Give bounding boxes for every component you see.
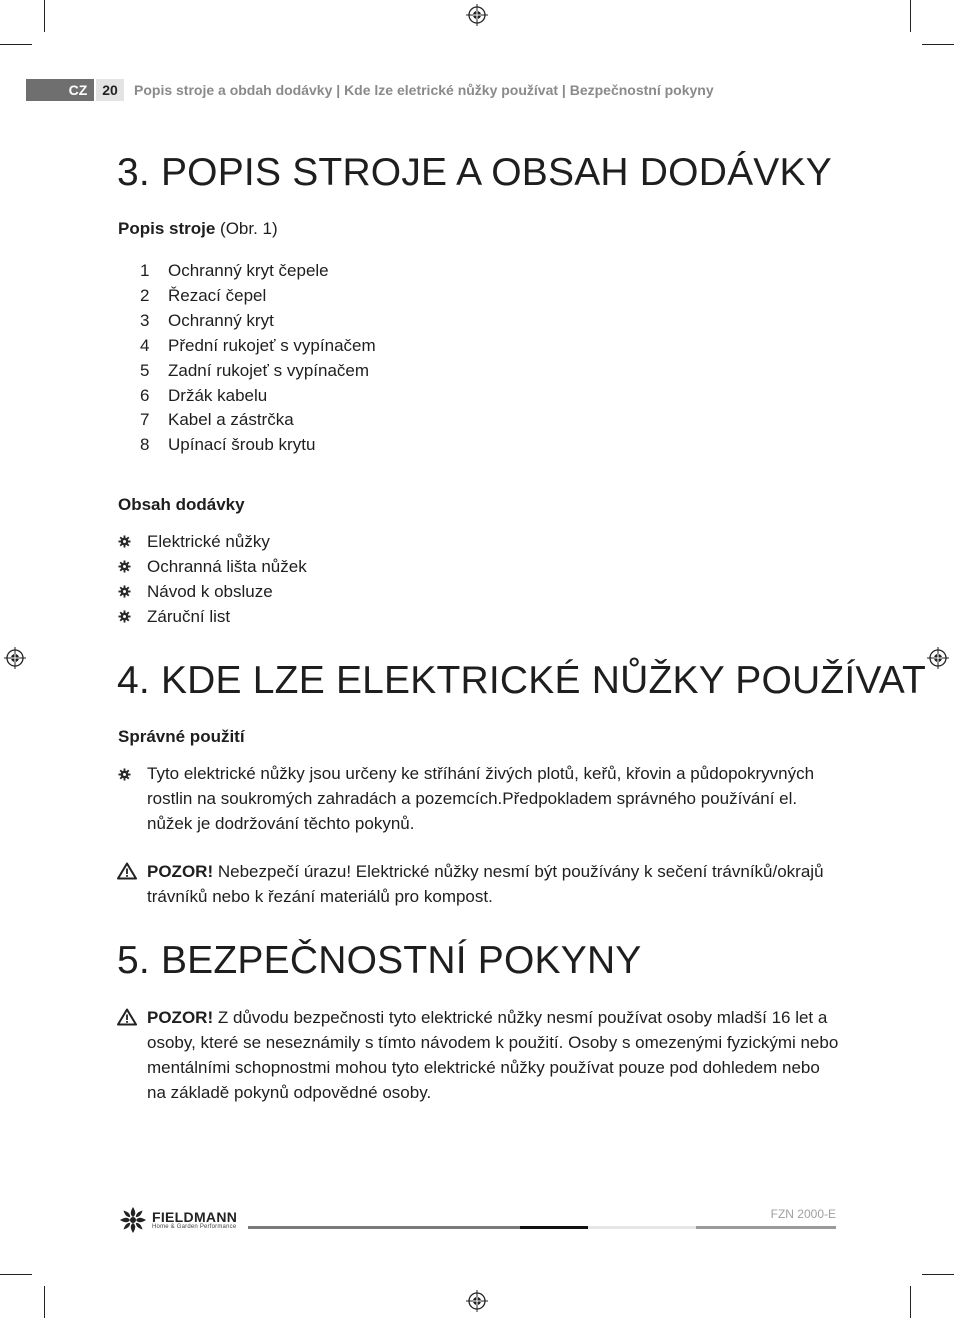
footer-bar-segment (696, 1226, 836, 1229)
list-item (140, 334, 376, 359)
list-item (140, 433, 376, 458)
registration-mark-icon (4, 647, 26, 669)
list-item (140, 408, 376, 433)
contents-list (118, 529, 307, 629)
registration-mark-icon (927, 647, 949, 669)
warning-label: POZOR! (147, 862, 214, 881)
footer-bar-segment (588, 1226, 696, 1229)
crop-mark (910, 0, 911, 32)
warning-label: POZOR! (147, 1008, 214, 1027)
crop-mark (44, 1286, 45, 1318)
contents-item-text: Ochranná lišta nůžek (147, 557, 307, 576)
section-5-heading: 5. BEZPEČNOSTNÍ POKYNY (117, 939, 642, 982)
section-4-heading: 4. KDE LZE ELEKTRICKÉ NŮŽKY POUŽÍVAT (117, 659, 927, 702)
crop-mark (44, 0, 45, 32)
machine-label: Popis stroje (118, 219, 216, 238)
crop-mark (922, 44, 954, 45)
gear-bullet-icon (118, 610, 131, 623)
model-number: FZN 2000-E (770, 1207, 836, 1221)
list-item (140, 359, 376, 384)
part-number: 3 (140, 310, 150, 330)
header-running-title: Popis stroje a obdah dodávky | Kde lze eletrické nůžky používat | Bezpečnostní pokyny (134, 82, 714, 98)
part-number: 7 (140, 410, 150, 430)
correct-use-text: Tyto elektrické nůžky jsou určeny ke stříhání živých plotů, keřů, křovin a půdopokryvných rostlin na soukromých zahradách a pozemcích.Předpokladem správného používání el. nůžek je dodržování těchto pokynů. (147, 764, 815, 833)
header-language: CZ (68, 82, 88, 98)
warning-triangle-icon (117, 862, 137, 880)
registration-mark-icon (466, 1290, 488, 1312)
list-item (140, 259, 376, 284)
registration-mark-icon (466, 4, 488, 26)
warning-text: Nebezpečí úrazu! Elektrické nůžky nesmí být používány k sečení trávníků/okrajů trávníků nebo k řezání materiálů pro kompost. (147, 862, 824, 906)
gear-bullet-icon (118, 535, 131, 548)
crop-mark (0, 1274, 32, 1275)
gear-bullet-icon (118, 768, 131, 781)
part-label: Ochranný kryt (168, 310, 274, 330)
contents-item-text: Záruční list (147, 607, 231, 626)
warning-triangle-icon (117, 1008, 137, 1026)
list-item (140, 384, 376, 409)
crop-mark (922, 1274, 954, 1275)
machine-description-label (118, 219, 278, 239)
footer-bar-segment (520, 1226, 588, 1229)
list-item (118, 554, 307, 579)
part-number: 4 (140, 335, 150, 355)
part-label: Upínací šroub krytu (168, 435, 316, 455)
contents-item-text: Návod k obsluze (147, 582, 273, 601)
contents-label: Obsah dodávky (118, 495, 245, 514)
part-number: 1 (140, 261, 150, 280)
part-label: Ochranný kryt čepele (168, 261, 329, 280)
part-number: 2 (140, 285, 150, 305)
list-item (118, 529, 307, 554)
brand-name: FIELDMANN (152, 1209, 238, 1225)
gear-bullet-icon (118, 585, 131, 598)
part-label: Kabel a zástrčka (168, 410, 294, 430)
brand-tagline: Home & Garden Performance (152, 1224, 237, 1230)
gear-bullet-icon (118, 560, 131, 573)
part-label: Přední rukojeť s vypínačem (168, 335, 376, 355)
warning-text: Z důvodu bezpečnosti tyto elektrické nůžky nesmí používat osoby mladší 16 let a osoby, které se neseznámily s tímto návodem k použití. Osoby s omezenými fyzickými nebo mentálními schopnostmi mohou tyto elektrické nůžky používat pouze pod dohledem nebo na základě pokynů odpovědné osoby. (147, 1008, 839, 1102)
section-3-heading: 3. POPIS STROJE A OBSAH DODÁVKY (117, 151, 832, 194)
part-label: Zadní rukojeť s vypínačem (168, 360, 370, 380)
crop-mark (0, 44, 32, 45)
part-label: Řezací čepel (168, 285, 267, 305)
list-item (118, 579, 307, 604)
list-item (140, 284, 376, 309)
part-label: Držák kabelu (168, 385, 268, 405)
correct-use-label: Správné použití (118, 727, 245, 746)
fieldmann-logo-icon (118, 1205, 148, 1235)
section-4-warning (147, 859, 842, 909)
header-page-number: 20 (96, 79, 124, 101)
crop-mark (910, 1286, 911, 1318)
part-number: 5 (140, 360, 150, 380)
part-number: 6 (140, 385, 150, 405)
part-number: 8 (140, 435, 150, 455)
list-item (118, 604, 307, 629)
footer-bar-segment (248, 1226, 520, 1229)
parts-list (140, 259, 376, 458)
list-item (140, 309, 376, 334)
machine-figure-ref: (Obr. 1) (220, 219, 278, 238)
contents-item-text: Elektrické nůžky (147, 532, 270, 551)
section-5-warning (147, 1005, 842, 1105)
